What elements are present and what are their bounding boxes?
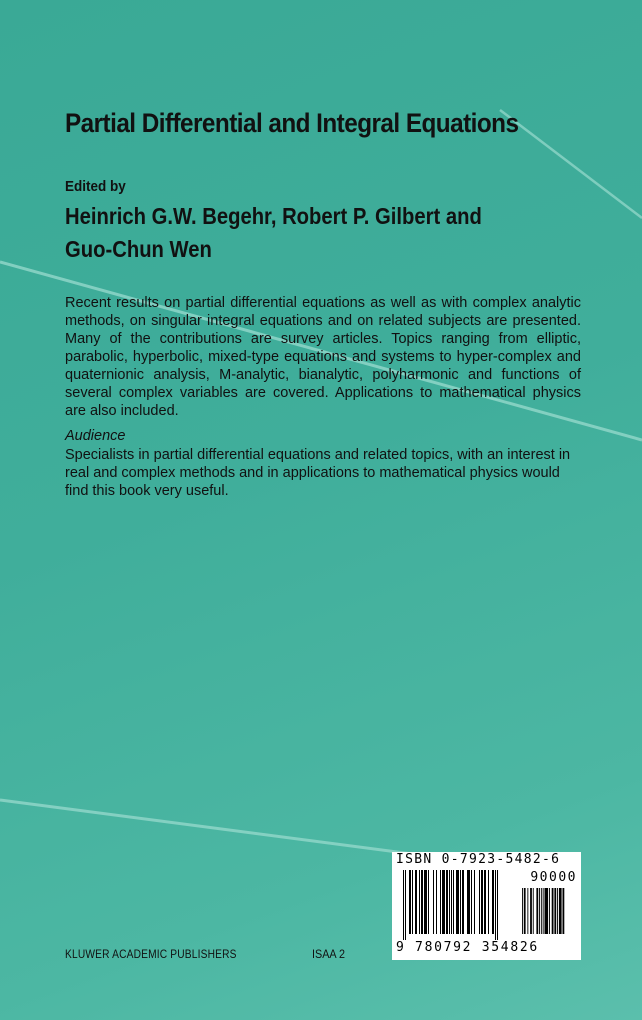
barcode-bar — [449, 870, 450, 934]
barcode-bar — [442, 870, 445, 934]
barcode-bar — [530, 888, 532, 934]
barcode-bar — [409, 870, 411, 934]
publisher-name: KLUWER ACADEMIC PUBLISHERS — [65, 947, 237, 961]
barcode-bar — [474, 870, 475, 934]
barcode-bar — [453, 870, 454, 934]
barcode-bar — [539, 888, 540, 934]
barcode-bar — [484, 870, 486, 934]
barcode-bar — [440, 870, 441, 934]
audience-text: Specialists in partial differential equations and related topics, with an interest in real and complex methods and in applications to mathematical physics would find this book very useful. — [65, 447, 571, 499]
barcode-bar — [428, 870, 429, 934]
barcode-bar — [405, 870, 406, 940]
barcode — [392, 852, 581, 960]
barcode-bar — [467, 870, 470, 934]
barcode-bar — [549, 888, 550, 934]
barcode-bar — [552, 888, 554, 934]
barcode-bar — [451, 870, 452, 934]
barcode-bar — [471, 870, 472, 934]
ean-number: 9 780792 354826 — [396, 940, 539, 955]
barcode-bar — [557, 888, 558, 934]
barcode-bar — [522, 888, 523, 934]
barcode-bar — [460, 870, 461, 934]
barcode-bar — [541, 888, 542, 934]
addon-barcode-bars — [522, 888, 574, 940]
barcode-bar — [446, 870, 448, 934]
price-code: 90000 — [530, 870, 577, 885]
barcode-bar — [462, 870, 464, 934]
barcode-bar — [456, 870, 459, 934]
barcode-bar — [492, 870, 494, 934]
barcode-bar — [543, 888, 544, 934]
isbn-number: ISBN 0-7923-5482-6 — [396, 852, 561, 867]
barcode-bar — [412, 870, 413, 934]
ean-barcode-bars — [403, 870, 515, 940]
series-code: ISAA 2 — [312, 947, 346, 961]
authors-line-2: Guo-Chun Wen — [65, 236, 212, 262]
barcode-bar — [421, 870, 423, 934]
barcode-bar — [488, 870, 489, 934]
barcode-bar — [433, 870, 434, 934]
barcode-bar — [495, 870, 496, 940]
barcode-bar — [559, 888, 562, 934]
barcode-bar — [403, 870, 404, 940]
barcode-bar — [497, 870, 498, 940]
barcode-bar — [479, 870, 480, 934]
audience-label: Audience — [65, 428, 126, 444]
barcode-bar — [527, 888, 528, 934]
barcode-bar — [554, 888, 556, 934]
book-description: Recent results on partial differential equations as well as with complex analytic methods, on singular integral equations and on related subjects are presented. Many of the contributions are survey articles. Topics ranging from elliptic, parabolic, hyperbolic, mixed-type equations and systems to hyper-complex and quaternionic analysis, M-analytic, bianalytic, polyharmonic and functions of several complex variables are covered. Applications to mathematical physics are also included. — [65, 295, 581, 419]
barcode-bar — [545, 888, 549, 934]
authors — [65, 200, 523, 266]
barcode-bar — [533, 888, 534, 934]
edited-by-label: Edited by — [65, 178, 126, 195]
barcode-bar — [415, 870, 417, 934]
authors-line-1: Heinrich G.W. Begehr, Robert P. Gilbert and — [65, 203, 482, 229]
barcode-bar — [563, 888, 565, 934]
book-title: Partial Differential and Integral Equations — [65, 108, 519, 138]
barcode-bar — [424, 870, 427, 934]
barcode-bar — [419, 870, 420, 934]
barcode-bar — [536, 888, 538, 934]
diagonal-line-lower — [0, 800, 420, 855]
barcode-bar — [524, 888, 526, 934]
barcode-bar — [481, 870, 483, 934]
barcode-bar — [436, 870, 437, 934]
